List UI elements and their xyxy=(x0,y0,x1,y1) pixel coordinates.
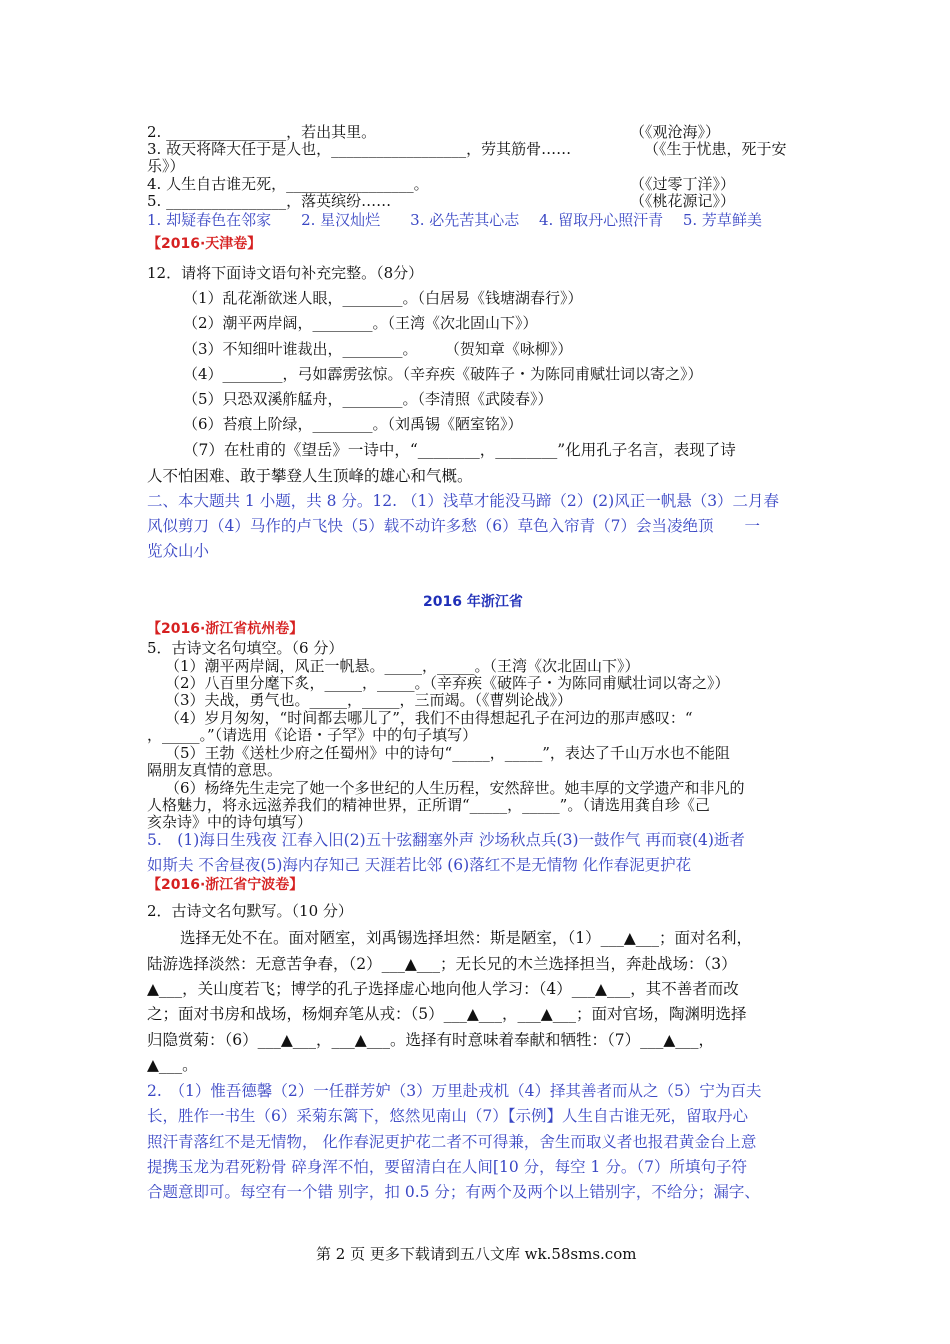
hz-item-4a: （4）岁月匆匆，“时间都去哪儿了”，我们不由得想起孔子在河边的那声感叹：“ xyxy=(165,709,693,727)
fill-line-2: 2. ________________，若出其里。 xyxy=(147,123,377,141)
answers-ningbo-4: 提携玉龙为君死粉骨 碎身浑不怕，要留清白在人间[10 分，每空 1 分。（7）所填句子符 xyxy=(147,1158,747,1176)
answers-tianjin-1: 二、本大题共 1 小题，共 8 分。12. （1）浅草才能没马蹄（2）(2)风正一帆悬（3）二月春 xyxy=(147,492,780,510)
answers-tianjin-3: 览众山小 xyxy=(147,542,210,560)
section-tag-ningbo: 【2016·浙江省宁波卷】 xyxy=(147,877,304,893)
question-12: 12．请将下面诗文语句补充完整。（8分） xyxy=(147,264,424,282)
hz-item-3: （3）夫战，勇气也。_____，_____，三而竭。（《曹刿论战》） xyxy=(165,691,573,709)
source-2: （《观沧海》） xyxy=(630,123,721,141)
hz-item-1: （1）潮平两岸阔，风正一帆悬。_____，_____。（王湾《次北固山下》） xyxy=(165,657,640,675)
source-3: （《生于忧患，死于安 xyxy=(644,140,787,158)
answers-ningbo-3: 照汗青落红不是无情物， 化作春泥更护花二者不可得兼，舍生而取义者也报君黄金台上意 xyxy=(147,1133,757,1151)
nb-para-3: ▲___，关山度若飞；博学的孔子选择虚心地向他人学习：（4）___▲___，其不善者而改 xyxy=(147,980,739,998)
section-tag-tianjin: 【2016·天津卷】 xyxy=(147,236,262,252)
hz-item-6a: （6）杨绛先生走完了她一个多世纪的人生历程，安然辞世。她丰厚的文学遗产和非凡的 xyxy=(165,779,745,797)
answers-hangzhou-2: 如斯夫 不舍昼夜(5)海内存知己 天涯若比邻 (6)落红不是无情物 化作春泥更护花 xyxy=(147,856,692,874)
q12-item-2: （2）潮平两岸阔，________。（王湾《次北固山下》） xyxy=(183,314,538,332)
answers-ningbo-1: 2. （1）惟吾德馨（2）一任群芳妒（3）万里赴戎机（4）择其善者而从之（5）宁为百夫 xyxy=(147,1082,762,1100)
source-4: （《过零丁洋》） xyxy=(630,175,736,193)
province-title: 2016 年浙江省 xyxy=(423,594,523,610)
hz-item-4b: ，_____。”（请选用《论语・子罕》中的句子填写） xyxy=(147,726,478,744)
nb-para-4: 之；面对书房和战场，杨炯弃笔从戎：（5）___▲___，___▲___；面对官场，陶渊明选择 xyxy=(147,1005,747,1023)
fill-line-5: 5. ________________，落英缤纷…… xyxy=(147,192,392,210)
q12-item-4: （4）________，弓如霹雳弦惊。（辛弃疾《破阵子・为陈同甫赋壮词以寄之》） xyxy=(183,365,703,383)
answers-ningbo-5: 合题意即可。每空有一个错 别字，扣 0.5 分；有两个及两个以上错别字，不给分；漏字、 xyxy=(147,1183,760,1201)
nb-question: 2．古诗文名句默写。（10 分） xyxy=(147,902,353,920)
q12-item-6: （6）苔痕上阶绿，________。（刘禹锡《陋室铭》） xyxy=(183,415,523,433)
page-footer: 第 2 页 更多下载请到五八文库 wk.58sms.com xyxy=(316,1245,637,1263)
section-tag-hangzhou: 【2016·浙江省杭州卷】 xyxy=(147,621,304,637)
answers-top: 1. 却疑春色在邻家 2. 星汉灿烂 3. 必先苦其心志 4. 留取丹心照汗青 5. 芳草鲜美 xyxy=(147,211,762,229)
q12-item-7a: （7）在杜甫的《望岳》一诗中，“________，________”化用孔子名言，表现了诗 xyxy=(183,441,736,459)
hz-item-6c: 亥杂诗》中的诗句填写） xyxy=(147,813,313,831)
q12-item-7b: 人不怕困难、敢于攀登人生顶峰的雄心和气概。 xyxy=(147,467,473,485)
hz-question: 5．古诗文名句填空。（6 分） xyxy=(147,639,344,657)
hz-item-5a: （5）王勃《送杜少府之任蜀州》中的诗句“_____，_____”，表达了千山万水也不能阻 xyxy=(165,744,730,762)
fill-line-4: 4. 人生自古谁无死，_________________。 xyxy=(147,175,429,193)
hz-item-5b: 隔朋友真情的意思。 xyxy=(147,761,283,779)
hz-item-2: （2）八百里分麾下炙，_____，_____。（辛弃疾《破阵子・为陈同甫赋壮词以寄之》） xyxy=(165,674,730,692)
nb-para-2: 陆游选择淡然：无意苦争春，（2）___▲___；无长兄的木兰选择担当，奔赴战场：（3） xyxy=(147,955,737,973)
q12-item-5: （5）只恐双溪舴艋舟，________。（李清照《武陵春》） xyxy=(183,390,553,408)
source-3-cont: 乐》） xyxy=(147,157,185,175)
answers-hangzhou-1: 5. (1)海日生残夜 江春入旧(2)五十弦翻塞外声 沙场秋点兵(3)一鼓作气 再而衰(4)逝者 xyxy=(147,831,745,849)
q12-item-3: （3）不知细叶谁裁出，________。 （贺知章《咏柳》） xyxy=(183,340,573,358)
q12-item-1: （1）乱花渐欲迷人眼，________。（白居易《钱塘湖春行》） xyxy=(183,289,583,307)
nb-para-6: ▲___。 xyxy=(147,1056,198,1074)
nb-para-5: 归隐赏菊：（6）___▲___，___▲___。选择有时意味着奉献和牺牲：（7）___▲___， xyxy=(147,1031,714,1049)
hz-item-6b: 人格魅力，将永远滋养我们的精神世界，正所谓“_____，_____”。（请选用龚自珍《己 xyxy=(147,796,710,814)
answers-tianjin-2: 风似剪刀（4）马作的卢飞快（5）载不动许多愁（6）草色入帘青（7）会当凌绝顶 一 xyxy=(147,517,760,535)
nb-para-1: 选择无处不在。面对陋室，刘禹锡选择坦然：斯是陋室，（1）___▲___；面对名利， xyxy=(180,929,753,947)
answers-ningbo-2: 长，胜作一书生（6）采菊东篱下，悠然见南山（7）【示例】人生自古谁无死，留取丹心 xyxy=(147,1107,748,1125)
source-5: （《桃花源记》） xyxy=(630,192,736,210)
fill-line-3: 3. 故天将降大任于是人也，__________________，劳其筋骨…… xyxy=(147,140,572,158)
